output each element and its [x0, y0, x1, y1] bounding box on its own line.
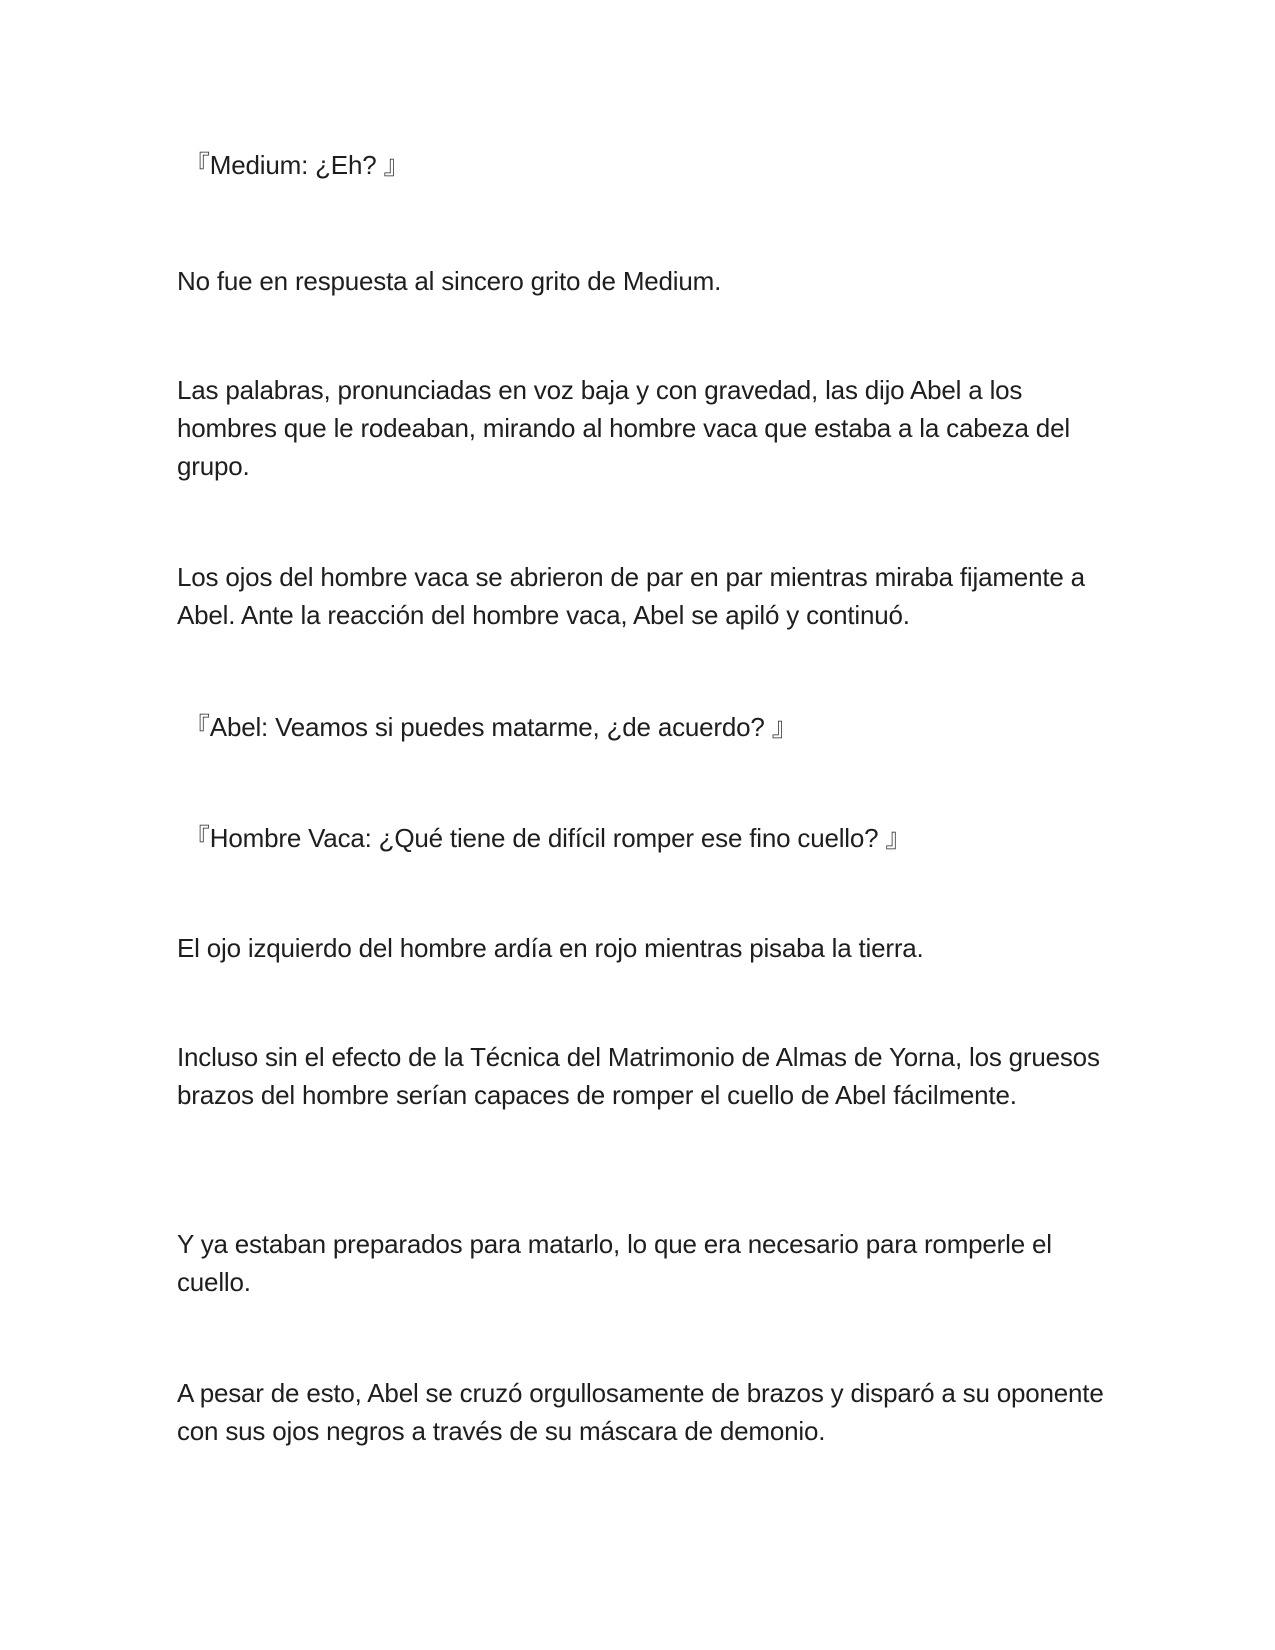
- dialogue-medium: 『Medium: ¿Eh? 』: [184, 150, 410, 180]
- narration-paragraph: A pesar de esto, Abel se cruzó orgullosamente de brazos y disparó a su oponente con sus ojos negros a través de su máscara de demonio.: [177, 1378, 1104, 1446]
- narration-paragraph: Las palabras, pronunciadas en voz baja y con gravedad, las dijo Abel a los hombres que le rodeaban, mirando al hombre vaca que estaba a la cabeza del grupo.: [177, 375, 1070, 481]
- dialogue-hombre-vaca: 『Hombre Vaca: ¿Qué tiene de difícil romper ese fino cuello? 』: [184, 823, 912, 853]
- narration-paragraph: No fue en respuesta al sincero grito de Medium.: [177, 266, 722, 296]
- narration-paragraph: Y ya estaban preparados para matarlo, lo que era necesario para romperle el cuello.: [177, 1229, 1052, 1297]
- dialogue-abel: 『Abel: Veamos si puedes matarme, ¿de acuerdo? 』: [184, 712, 798, 742]
- narration-paragraph: Incluso sin el efecto de la Técnica del Matrimonio de Almas de Yorna, los gruesos brazos del hombre serían capaces de romper el cuello de Abel fácilmente.: [177, 1042, 1100, 1110]
- narration-paragraph: Los ojos del hombre vaca se abrieron de par en par mientras miraba fijamente a Abel. Ante la reacción del hombre vaca, Abel se apiló y continuó.: [177, 562, 1085, 630]
- narration-paragraph: El ojo izquierdo del hombre ardía en rojo mientras pisaba la tierra.: [177, 933, 924, 963]
